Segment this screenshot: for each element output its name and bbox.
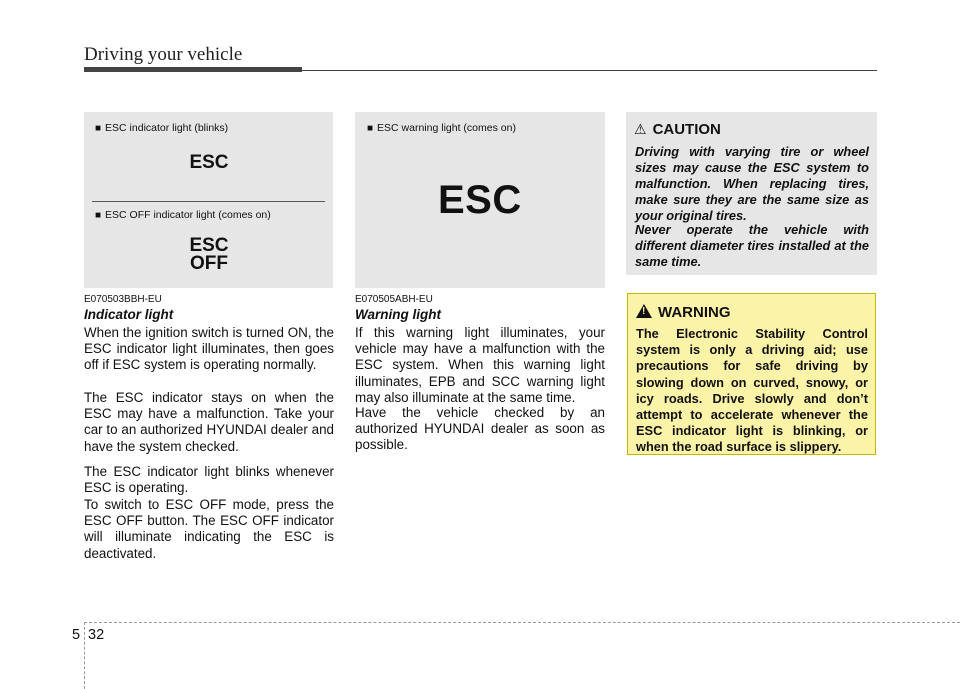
- esc-warning-caption: ■ ESC warning light (comes on): [367, 122, 516, 134]
- warning-triangle-icon: [636, 304, 652, 318]
- paragraph: The ESC indicator light blinks whenever ESC is operating.: [84, 464, 334, 496]
- bullet-square-icon: ■: [95, 210, 102, 221]
- esc-indicator-icon: ESC: [189, 152, 229, 173]
- header-rule: [302, 70, 877, 71]
- figure-divider: [92, 201, 325, 202]
- footer-divider: [84, 622, 85, 689]
- esc-indicator-caption: ■ ESC indicator light (blinks): [95, 122, 229, 134]
- esc-off-indicator-icon: ESC OFF: [189, 235, 229, 274]
- paragraph: The ESC indicator stays on when the ESC may have a malfunction. Take your car to an authorized HYUNDAI dealer and have the system checked.: [84, 390, 334, 454]
- paragraph: When the ignition switch is turned ON, the ESC indicator light illuminates, then goes off if ESC system is operating normally.: [84, 325, 334, 373]
- caution-triangle-icon: ⚠: [634, 121, 647, 137]
- caution-paragraph-2: Never operate the vehicle with different diameter tires installed at the same time.: [635, 222, 869, 269]
- paragraph: If this warning light illuminates, your vehicle may have a malfunction with the ESC system. When this warning light illuminates, EPB and SCC warning light may also illuminate at the same time.: [355, 325, 605, 405]
- page-header-title: Driving your vehicle: [84, 44, 243, 65]
- bullet-square-icon: ■: [367, 123, 374, 134]
- page-number: 32: [88, 627, 105, 643]
- section-code: E070503BBH-EU: [84, 294, 162, 305]
- section-heading: Warning light: [355, 307, 441, 322]
- esc-warning-icon: ESC: [438, 178, 522, 222]
- section-number: 5: [72, 627, 81, 643]
- section-heading: Indicator light: [84, 307, 174, 322]
- warning-paragraph: The Electronic Stability Control system is only a driving aid; use precautions for safe driving by slowing down on curved, snowy, or icy roads. Drive slowly and don’t attempt to accelerate whenever the ESC indicator light is blinking, or when the road surface is slippery.: [636, 326, 868, 455]
- warning-heading: !WARNING: [636, 304, 731, 321]
- caution-heading: ⚠ CAUTION: [634, 121, 721, 138]
- bullet-square-icon: ■: [95, 123, 102, 134]
- caution-paragraph-1: Driving with varying tire or wheel sizes may cause the ESC system to malfunction. When replacing tires, make sure they are the same size as your original tires.: [635, 144, 869, 223]
- section-code: E070505ABH-EU: [355, 294, 433, 305]
- header-bar: [84, 67, 302, 72]
- esc-off-caption: ■ ESC OFF indicator light (comes on): [95, 209, 271, 221]
- paragraph: Have the vehicle checked by an authorized HYUNDAI dealer as soon as possible.: [355, 405, 605, 453]
- paragraph: To switch to ESC OFF mode, press the ESC OFF button. The ESC OFF indicator will illuminate indicating the ESC is deactivated.: [84, 497, 334, 561]
- footer-rule: [84, 622, 960, 623]
